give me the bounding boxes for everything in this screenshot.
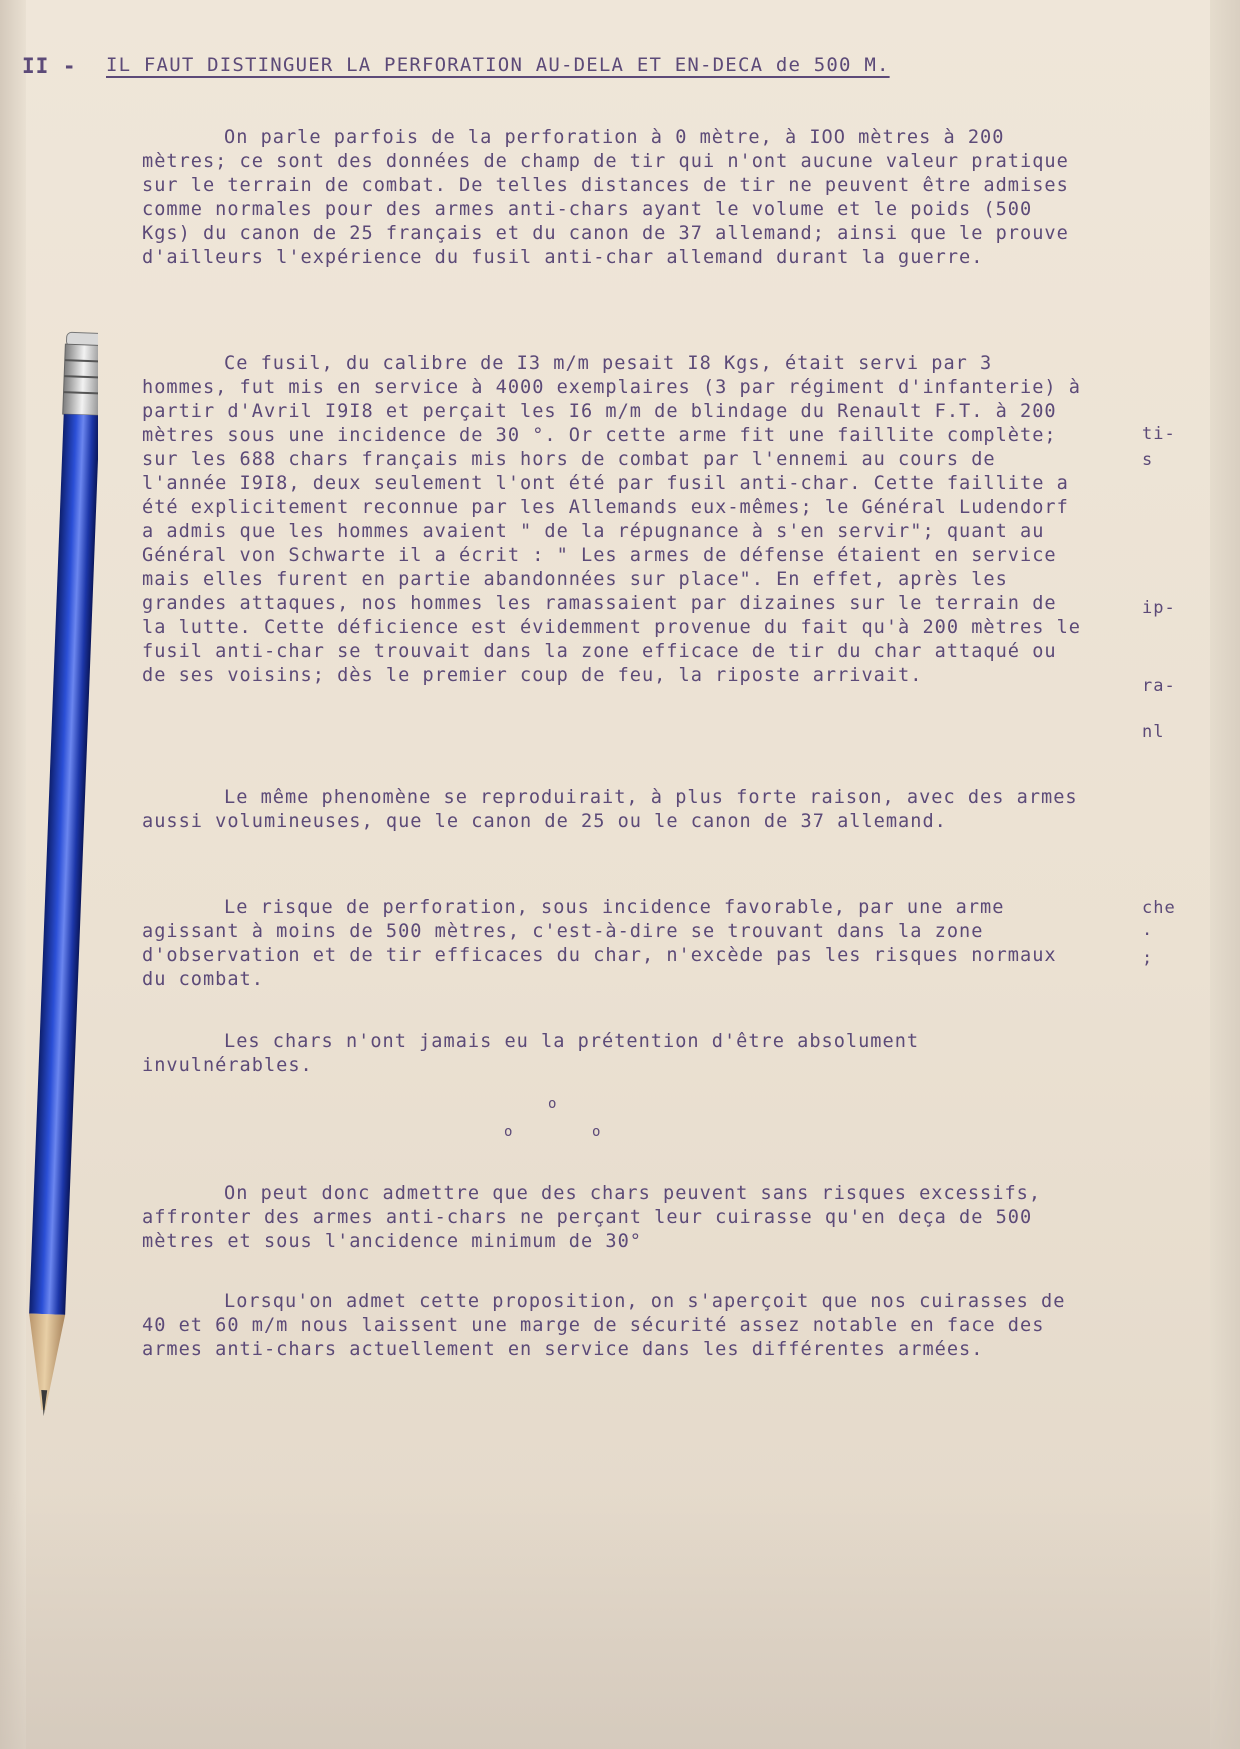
margin-note-4: ra-: [1142, 676, 1176, 696]
paragraph-4: Le risque de perforation, sous incidence favorable, par une arme agissant à moins de 500 mètres, c'est-à-dire se trouvant dans la zone d'observation et de tir efficaces du char, n'excède pas les risques normaux du combat.: [142, 897, 1069, 990]
page-right-edge: [1210, 0, 1240, 1749]
section-number: II -: [22, 54, 77, 78]
section-title: IL FAUT DISTINGUER LA PERFORATION AU-DELA ET EN-DECA de 500 M.: [106, 54, 890, 76]
margin-note-8: ;: [1142, 948, 1154, 968]
paragraph-5: Les chars n'ont jamais eu la prétention d'être absolument invulnérables.: [142, 1031, 932, 1076]
page-shadow: [0, 1489, 1240, 1749]
paragraph-7: Lorsqu'on admet cette proposition, on s'aperçoit que nos cuirasses de 40 et 60 m/m nous laissent une marge de sécurité assez notable en face des armes anti-chars actuellement en service dans les différentes armées.: [142, 1291, 1078, 1360]
pencil-icon: [6, 330, 98, 1420]
separator-dot-left: o: [504, 1124, 513, 1140]
margin-note-7: .: [1142, 920, 1154, 940]
margin-note-3: ip-: [1142, 598, 1176, 618]
margin-note-5: nl: [1142, 722, 1165, 742]
separator-dot-right: o: [592, 1124, 601, 1140]
paragraph-1: On parle parfois de la perforation à 0 mètre, à IOO mètres à 200 mètres; ce sont des données de champ de tir qui n'ont aucune valeur pratique sur le terrain de combat. De telles distances de tir ne peuvent être admises comme normales pour des armes anti-chars ayant le volume et le poids (500 Kgs) du canon de 25 français et du canon de 37 allemand; ainsi que le prouve d'ailleurs l'expérience du fusil anti-char allemand durant la guerre.: [142, 127, 1081, 268]
separator-dot-top: o: [548, 1096, 557, 1112]
margin-note-2: s: [1142, 450, 1154, 470]
margin-note-6: che: [1142, 898, 1176, 918]
paragraph-6: On peut donc admettre que des chars peuvent sans risques excessifs, affronter des armes anti-chars ne perçant leur cuirasse qu'en deça de 500 mètres et sous l'ancidence minimum de 30°: [142, 1183, 1054, 1252]
paragraph-2: Ce fusil, du calibre de I3 m/m pesait I8 Kgs, était servi par 3 hommes, fut mis en service à 4000 exemplaires (3 par régiment d'infanterie) à partir d'Avril I9I8 et perçait les I6 m/m de blindage du Renault F.T. à 200 mètres sous une incidence de 30 °. Or cette arme fit une faillite complète; sur les 688 chars français mis hors de combat par l'ennemi au cours de l'année I9I8, deux seulement l'ont été par fusil anti-char. Cette faillite a été explicitement reconnue par les Allemands eux-mêmes; le Général Ludendorf a admis que les hommes avaient " de la répugnance à s'en servir"; quant au Général von Schwarte il a écrit : " Les armes de défense étaient en service mais elles furent en partie abandonnées sur place". En effet, après les grandes attaques, nos hommes les ramassaient par dizaines sur le terrain de la lutte. Cette déficience est évidemment provenue du fait qu'à 200 mètres le fusil anti-char se trouvait dans la zone efficace de tir du char attaqué ou de ses voisins; dès le premier coup de feu, la riposte arrivait.: [142, 353, 1094, 686]
paragraph-3: Le même phenomène se reproduirait, à plus forte raison, avec des armes aussi volumineuses, que le canon de 25 ou le canon de 37 allemand.: [142, 787, 1090, 832]
margin-note-1: ti-: [1142, 424, 1176, 444]
